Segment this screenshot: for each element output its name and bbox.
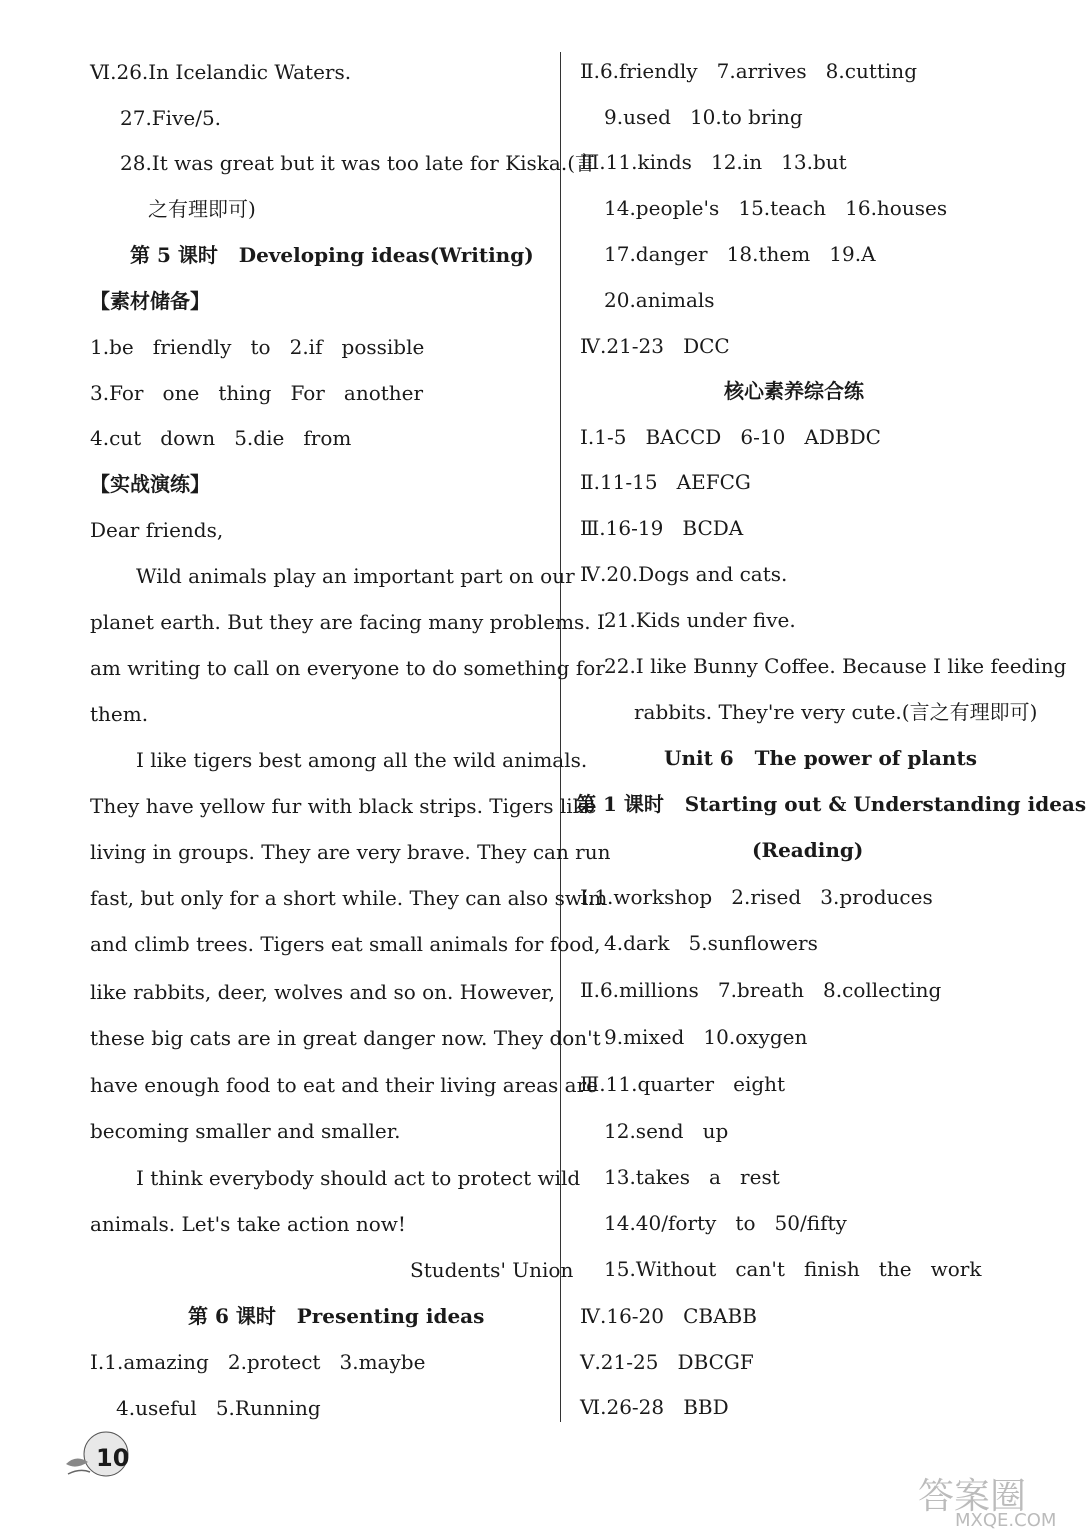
left-line: becoming smaller and smaller.	[90, 1119, 401, 1143]
right-line: 核心素养综合练	[724, 379, 864, 403]
left-line: 27.Five/5.	[120, 106, 222, 130]
left-line: them.	[90, 702, 149, 726]
watermark-logo: 答案圈	[918, 1476, 1027, 1517]
left-line: Ⅰ.1.amazing 2.protect 3.maybe	[90, 1350, 426, 1374]
right-line: Ⅱ.6.millions 7.breath 8.collecting	[580, 978, 942, 1002]
right-line: Ⅱ.11-15 AEFCG	[580, 470, 751, 494]
left-line: am writing to call on everyone to do something for	[90, 656, 605, 680]
left-line: 【实战演练】	[90, 472, 210, 496]
left-line: Dear friends,	[90, 518, 224, 542]
left-line: have enough food to eat and their living areas are	[90, 1073, 598, 1097]
left-line: fast, but only for a short while. They can also swim	[90, 886, 608, 910]
right-line: 4.dark 5.sunflowers	[604, 931, 818, 955]
right-line: Ⅰ.1-5 BACCD 6-10 ADBDC	[580, 425, 881, 449]
right-line: 12.send up	[604, 1119, 729, 1143]
right-line: 17.danger 18.them 19.A	[604, 242, 876, 266]
left-line: living in groups. They are very brave. They can run	[90, 840, 611, 864]
right-line: Ⅲ.11.quarter eight	[580, 1072, 786, 1096]
right-line: Ⅳ.21-23 DCC	[580, 334, 730, 358]
right-line: Ⅵ.26-28 BBD	[580, 1395, 729, 1419]
left-line: planet earth. But they are facing many problems. I	[90, 610, 605, 634]
right-line: 9.mixed 10.oxygen	[604, 1025, 808, 1049]
right-line: (Reading)	[752, 838, 864, 862]
right-line: Ⅴ.21-25 DBCGF	[580, 1350, 754, 1374]
left-line: Students' Union	[410, 1258, 574, 1282]
left-line: and climb trees. Tigers eat small animals for food,	[90, 932, 601, 956]
right-line: Ⅲ.16-19 BCDA	[580, 516, 744, 540]
left-line: They have yellow fur with black strips. Tigers like	[90, 794, 597, 818]
right-line: Unit 6 The power of plants	[664, 746, 977, 770]
left-line: animals. Let's take action now!	[90, 1212, 406, 1236]
right-line: Ⅰ.1.workshop 2.rised 3.produces	[580, 885, 933, 909]
left-line: 4.useful 5.Running	[116, 1396, 321, 1420]
left-line: 之有理即可)	[148, 197, 256, 221]
column-divider	[560, 52, 561, 1422]
right-line: 21.Kids under five.	[604, 608, 796, 632]
left-line: 3.For one thing For another	[90, 381, 424, 405]
right-line: 14.people's 15.teach 16.houses	[604, 196, 948, 220]
right-line: 15.Without can't finish the work	[604, 1257, 982, 1281]
left-line: 第 6 课时 Presenting ideas	[188, 1304, 485, 1328]
right-line: 22.I like Bunny Coffee. Because I like feeding	[604, 654, 1067, 678]
left-line: 1.be friendly to 2.if possible	[90, 335, 425, 359]
left-line: 第 5 课时 Developing ideas(Writing)	[130, 243, 534, 267]
left-line: 【素材储备】	[90, 289, 210, 313]
right-line: 20.animals	[604, 288, 715, 312]
left-line: I like tigers best among all the wild animals.	[136, 748, 588, 772]
left-line: Ⅵ.26.In Icelandic Waters.	[90, 60, 352, 84]
left-line: Wild animals play an important part on our	[136, 564, 575, 588]
watermark-url: MXQE.COM	[955, 1510, 1057, 1531]
left-line: like rabbits, deer, wolves and so on. However,	[90, 980, 556, 1004]
left-line: 28.It was great but it was too late for Kiska.(言	[120, 151, 596, 175]
right-line: Ⅳ.16-20 CBABB	[580, 1304, 757, 1328]
left-line: 4.cut down 5.die from	[90, 426, 352, 450]
left-line: these big cats are in great danger now. They don't	[90, 1026, 601, 1050]
right-line: Ⅲ.11.kinds 12.in 13.but	[580, 150, 847, 174]
right-line: Ⅱ.6.friendly 7.arrives 8.cutting	[580, 59, 917, 83]
page-number: 10	[96, 1444, 130, 1472]
right-line: 9.used 10.to bring	[604, 105, 803, 129]
right-line: 14.40/forty to 50/fifty	[604, 1211, 847, 1235]
right-line: Ⅳ.20.Dogs and cats.	[580, 562, 788, 586]
right-line: 第 1 课时 Starting out & Understanding ideas	[576, 792, 1087, 816]
right-line: rabbits. They're very cute.(言之有理即可)	[634, 700, 1038, 724]
left-line: I think everybody should act to protect wild	[136, 1166, 581, 1190]
right-line: 13.takes a rest	[604, 1165, 780, 1189]
